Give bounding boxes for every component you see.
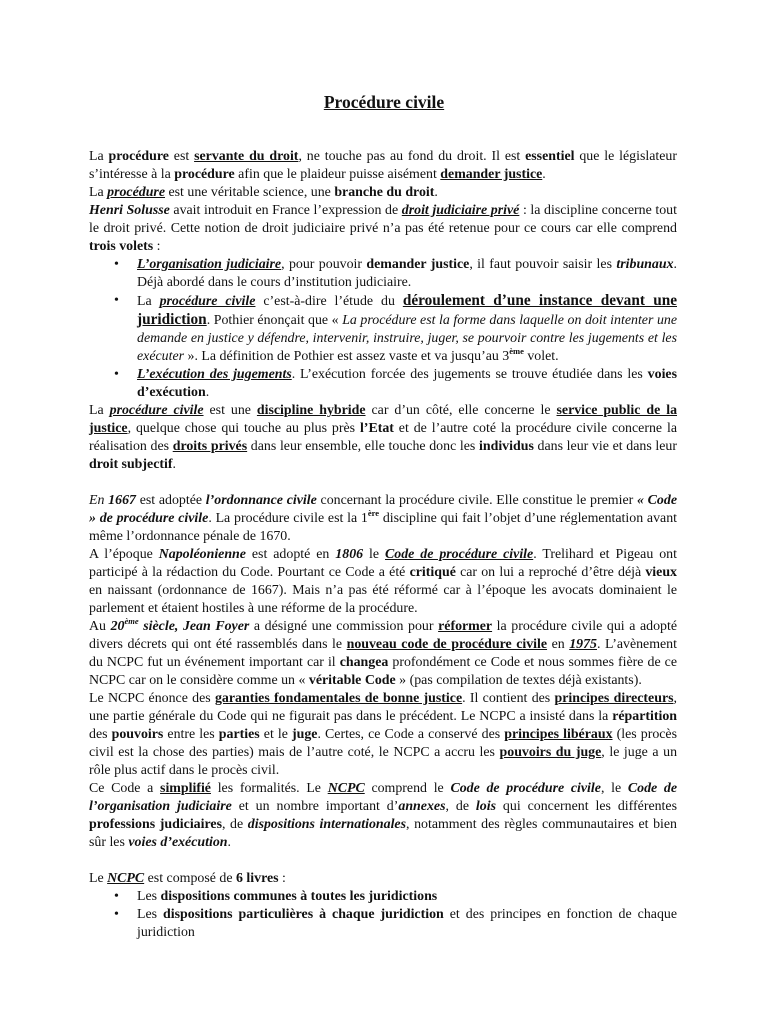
text-run: , pour pouvoir [281, 257, 367, 272]
text-run: afin que le plaideur puisse aisément [234, 167, 441, 182]
term-reformer: réformer [438, 619, 493, 634]
term-professions-judiciaires: professions judiciaires [89, 817, 222, 832]
text-run: . L’avènement du NCPC fut un événement important car il [89, 637, 677, 670]
text-run: avait introduit en France l’expression de [169, 203, 402, 218]
term-tribunaux: tribunaux [616, 257, 674, 272]
term-procedure: procédure [174, 167, 235, 182]
term-20e: 20 [110, 619, 125, 634]
term-branche-du-droit: branche du droit [334, 185, 435, 200]
term-code-procedure-civile: Code de procédure civile [450, 781, 601, 796]
text-run: comprend le [364, 781, 451, 796]
text-run: qui concernent les différentes [496, 799, 677, 814]
term-principes-directeurs: principes directeurs [554, 691, 674, 706]
term-trois-volets: trois volets [89, 239, 154, 254]
text-run: car d’un côté, elle concerne le [365, 403, 557, 418]
text-run: : [278, 871, 286, 886]
text-run: , de [221, 817, 248, 832]
text-run: . La procédure civile est la 1 [208, 511, 368, 526]
list-item [89, 256, 677, 292]
paragraph-garanties [89, 690, 677, 780]
text-run: discipline qui fait l’objet d’une réglementation avant même l’ordonnance pénale de 1670. [89, 511, 677, 544]
text-run: . [205, 385, 210, 400]
term-pouvoirs: pouvoirs [111, 727, 164, 742]
term-annexes: annexes [398, 799, 446, 814]
list-item [89, 366, 677, 402]
term-pouvoirs-du-juge: pouvoirs du juge [499, 745, 602, 760]
paragraph-intro [89, 148, 677, 256]
term-individus: individus [479, 439, 534, 454]
text-run: et un nombre important d’ [231, 799, 399, 814]
date-1975: 1975 [569, 637, 597, 652]
quote-pothier: La procédure est la forme dans laquelle on doit intenter une demande en justice y défendre, intervenir, instruire, juger, se pourvoir contre les jugements et les exécuter [137, 313, 677, 364]
text-run: en [547, 637, 570, 652]
text-run: le [363, 547, 385, 562]
text-run: . Trelihard et Pigeau ont participé à la rédaction du Code. Pourtant ce Code a été [89, 547, 677, 580]
text-run: La [89, 185, 108, 200]
text-run: » (pas compilation de textes déjà existants). [395, 673, 642, 688]
text-run: : [153, 239, 161, 254]
superscript: ème [509, 346, 524, 356]
paragraph-spacer [89, 852, 677, 870]
text-run: est composé de [144, 871, 236, 886]
term-execution-jugements: L’exécution des jugements [137, 367, 292, 382]
text-run: , de [445, 799, 476, 814]
text-run: . [172, 457, 176, 472]
text-run: que le législateur s’intéresse à la [89, 149, 677, 182]
date-1806: 1806 [335, 547, 364, 562]
term-dispositions-internationales: dispositions internationales [247, 817, 406, 832]
text-run: Les [137, 907, 164, 922]
text-run: est adopté en [245, 547, 336, 562]
text-run: Le [89, 871, 108, 886]
text-run: Le NCPC énonce des [89, 691, 215, 706]
text-run: les formalités. Le [210, 781, 328, 796]
text-run: , le [600, 781, 628, 796]
date-1667: 1667 [108, 493, 136, 508]
text-run: Les [137, 889, 161, 904]
text-run: Au [89, 619, 111, 634]
term-demander-justice: demander justice [440, 167, 543, 182]
term-procedure: procédure [107, 185, 165, 200]
term-procedure: procédure [108, 149, 169, 164]
term-nouveau-code: nouveau code de procédure civile [346, 637, 548, 652]
paragraph-ncpc-livres [89, 870, 677, 888]
term-ordonnance-civile: l’ordonnance civile [205, 493, 317, 508]
text-run: ». La définition de Pothier est assez vaste et va jusqu’au 3 [184, 349, 510, 364]
text-run: La [89, 403, 110, 418]
term-veritable-code: véritable Code [308, 673, 396, 688]
name-henri-solusse: Henri Solusse [89, 203, 170, 218]
text-run: La [137, 294, 160, 309]
superscript: ère [367, 508, 380, 518]
term-parties: parties [218, 727, 260, 742]
text-run: est une véritable science, une [165, 185, 335, 200]
term-changea: changea [339, 655, 389, 670]
text-run: A l’époque [89, 547, 159, 562]
name-jean-foyer: Jean Foyer [182, 619, 250, 634]
term-servante-du-droit: servante du droit [194, 149, 299, 164]
text-run: . [542, 167, 546, 182]
list-item [89, 888, 677, 906]
text-run: profondément ce Code et nous sommes fière de ce NCPC car on le considère comme un « [89, 655, 678, 688]
term-droit-subjectif: droit subjectif [89, 457, 173, 472]
text-run: : la discipline concerne tout le droit privé. Cette notion de droit judiciaire privé n’a pas été retenue pour ce cours car elle comprend [89, 203, 677, 236]
text-run: la procédure civile qui a adopté divers décrets qui ont été rassemblés dans le [89, 619, 678, 652]
text-run: . [227, 835, 231, 850]
term-service-public-justice: service public de la justice [89, 403, 678, 436]
term-essentiel: essentiel [525, 149, 575, 164]
text-run: En [89, 493, 109, 508]
text-run: (les procès civil est la chose des parties) mais de l’autre coté, le NCPC a accru les [89, 727, 677, 760]
term-ncpc: NCPC [107, 871, 145, 886]
volets-list [89, 256, 677, 402]
text-run: dans leur vie et dans leur [533, 439, 677, 454]
text-run: , ne touche pas au fond du droit. Il est [298, 149, 526, 164]
document-body [89, 148, 677, 942]
term-organisation-judiciaire: L’organisation judiciaire [137, 257, 282, 272]
paragraph-simplifie [89, 780, 677, 852]
term-vieux: vieux [645, 565, 677, 580]
text-run: . Déjà abordé dans le cours d’institution judiciaire. [137, 257, 677, 290]
text-run: . Pothier énonçait que « [206, 313, 343, 328]
list-item [89, 906, 677, 942]
text-run: La [89, 149, 109, 164]
text-run: , le juge a un rôle plus actif dans le procès civil. [89, 745, 678, 778]
term-code-organisation-judiciaire: Code de l’organisation judiciaire [89, 781, 677, 814]
paragraph-20e-siecle [89, 618, 677, 690]
list-item [89, 292, 677, 366]
superscript: ème [124, 616, 139, 626]
text-run: et des principes en fonction de chaque juridiction [137, 907, 677, 940]
text-run: est une [203, 403, 257, 418]
text-run: volet. [523, 349, 559, 364]
paragraph-hybride [89, 402, 677, 474]
text-run: est adoptée [135, 493, 206, 508]
term-droit-judiciaire-prive: droit judiciaire privé [401, 203, 520, 218]
document-title: Procédure civile [323, 92, 445, 112]
term-dispositions-particulieres: dispositions particulières à chaque juridiction [163, 907, 444, 922]
text-run: . Certes, ce Code a conservé des [317, 727, 505, 742]
term-repartition: répartition [612, 709, 677, 724]
text-run: est [168, 149, 195, 164]
text-run: c’est-à-dire l’étude du [255, 294, 403, 309]
term-code-procedure-civile: Code de procédure civile [385, 547, 534, 562]
text-run: . L’exécution forcée des jugements se trouve étudiée dans les [291, 367, 648, 382]
text-run: . [434, 185, 438, 200]
text-run: entre les [163, 727, 219, 742]
text-run: . Il contient des [462, 691, 555, 706]
text-run: dans leur ensemble, elle touche donc les [247, 439, 480, 454]
term-garanties-bonne-justice: garanties fondamentales de bonne justice [214, 691, 463, 706]
term-procedure-civile: procédure civile [109, 403, 204, 418]
term-simplifie: simplifié [160, 781, 211, 796]
term-etat: l’Etat [359, 421, 394, 436]
text-run: a désigné une commission pour [249, 619, 439, 634]
text-run: en naissant (ordonnance de 1667). Mais n’a pas été réformé car à l’époque les avocats dominaient le parlement et étaient hostiles à une réforme de la procédure. [89, 583, 677, 616]
text-run: , quelque chose qui touche au plus près [127, 421, 360, 436]
text-run: concernant la procédure civile. Elle constitue le premier [316, 493, 637, 508]
term-6-livres: 6 livres [235, 871, 279, 886]
paragraph-spacer [89, 474, 677, 492]
text-run: Ce Code a [89, 781, 161, 796]
paragraph-1667 [89, 492, 677, 546]
term-ncpc: NCPC [327, 781, 365, 796]
term-siecle: siècle [138, 619, 175, 634]
text-run: , une partie générale du Code qui ne figurait pas dans le précédent. Le NCPC a insisté dans la [89, 691, 678, 724]
term-critique: critiqué [409, 565, 456, 580]
term-procedure-civile: procédure civile [159, 294, 256, 309]
text-run: , [174, 619, 183, 634]
term-dispositions-communes: dispositions communes à toutes les juridictions [160, 889, 438, 904]
term-deroulement-instance: déroulement d’une instance devant une juridiction [137, 292, 677, 328]
text-run: , il faut pouvoir saisir les [469, 257, 617, 272]
text-run: et de l’autre coté la procédure civile concerne la réalisation des [89, 421, 677, 454]
term-demander-justice: demander justice [366, 257, 470, 272]
term-voies-execution: voies d’exécution [137, 367, 677, 400]
term-napoleonienne: Napoléonienne [158, 547, 246, 562]
term-droits-prives: droits privés [172, 439, 248, 454]
text-run: , notamment des règles communautaires et bien sûr les [89, 817, 677, 850]
term-principes-liberaux: principes libéraux [504, 727, 613, 742]
text-run: et le [259, 727, 293, 742]
term-voies-execution: voies d’exécution [128, 835, 228, 850]
text-run: des [89, 727, 112, 742]
paragraph-1806 [89, 546, 677, 618]
text-run: car on lui a reproché d’être déjà [455, 565, 646, 580]
term-code-procedure-civile: « Code » de procédure civile [89, 493, 677, 526]
term-juge: juge [292, 727, 318, 742]
term-discipline-hybride: discipline hybride [256, 403, 366, 418]
livres-list [89, 888, 677, 942]
term-lois: lois [475, 799, 496, 814]
